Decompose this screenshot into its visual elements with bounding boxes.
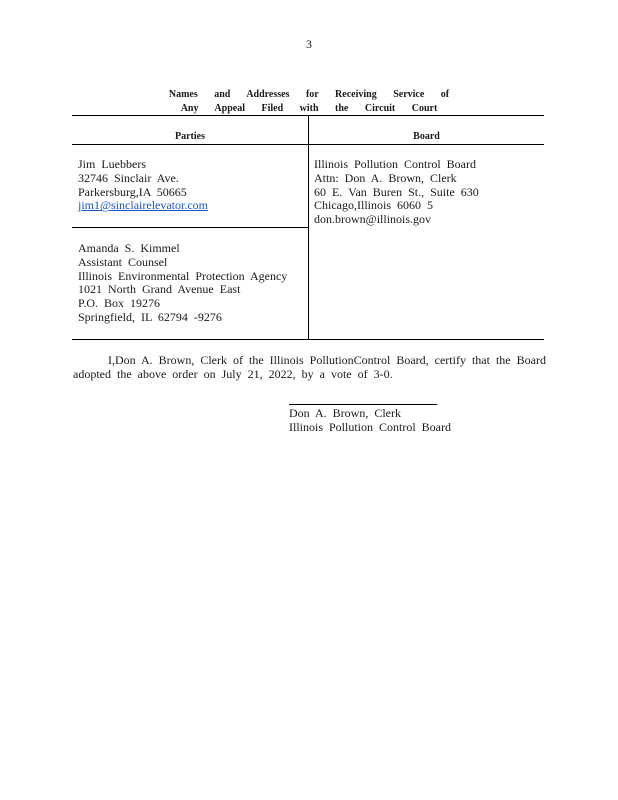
party-pobox: P.O. Box 19276 xyxy=(78,296,161,311)
certification-paragraph xyxy=(73,353,546,381)
board-email: don.brown@illinois.gov xyxy=(314,212,432,227)
board-street: 60 E. Van Buren St., Suite 630 xyxy=(314,184,479,199)
parties-divider-rule xyxy=(72,227,308,228)
party-street: 1021 North Grand Avenue East xyxy=(78,282,241,297)
party-amanda-kimmel-address xyxy=(78,242,287,325)
party-street: 32746 Sinclair Ave. xyxy=(78,170,179,185)
party-name: Jim Luebbers xyxy=(78,157,146,171)
parties-column-header: Parties xyxy=(175,131,205,142)
signature-org: Illinois Pollution Control Board xyxy=(289,420,452,434)
signature-block xyxy=(289,406,451,434)
party-email-link[interactable]: jim1@sinclairelevator.com xyxy=(78,198,209,213)
board-column-header: Board xyxy=(413,131,440,142)
party-city: Parkersburg,IA 50665 xyxy=(78,184,187,199)
board-attn: Attn: Don A. Brown, Clerk xyxy=(314,170,457,185)
signature-line xyxy=(289,404,437,405)
signature-name: Don A. Brown, Clerk xyxy=(289,406,401,420)
party-title: Assistant Counsel xyxy=(78,254,168,269)
certification-line-1: I,Don A. Brown, Clerk of the Illinois PollutionControl Board, certify that the Board xyxy=(108,353,546,367)
board-city: Chicago,Illinois 6060 5 xyxy=(314,198,433,213)
party-name: Amanda S. Kimmel xyxy=(78,241,180,255)
table-heading-line-1: Names and Addresses for Receiving Service of xyxy=(168,89,450,100)
certification-line-2: adopted the above order on July 21, 2022, by a vote of 3-0. xyxy=(73,367,393,381)
board-address xyxy=(314,158,479,227)
table-heading-line-2: Any Appeal Filed with the Circuit Court xyxy=(180,103,438,114)
party-city: Springfield, IL 62794 -9276 xyxy=(78,309,222,324)
party-agency: Illinois Environmental Protection Agency xyxy=(78,268,288,283)
party-jim-luebbers-address xyxy=(78,158,236,213)
board-name: Illinois Pollution Control Board xyxy=(314,157,477,171)
page-number: 3 xyxy=(306,37,312,51)
table-column-divider xyxy=(308,115,309,340)
